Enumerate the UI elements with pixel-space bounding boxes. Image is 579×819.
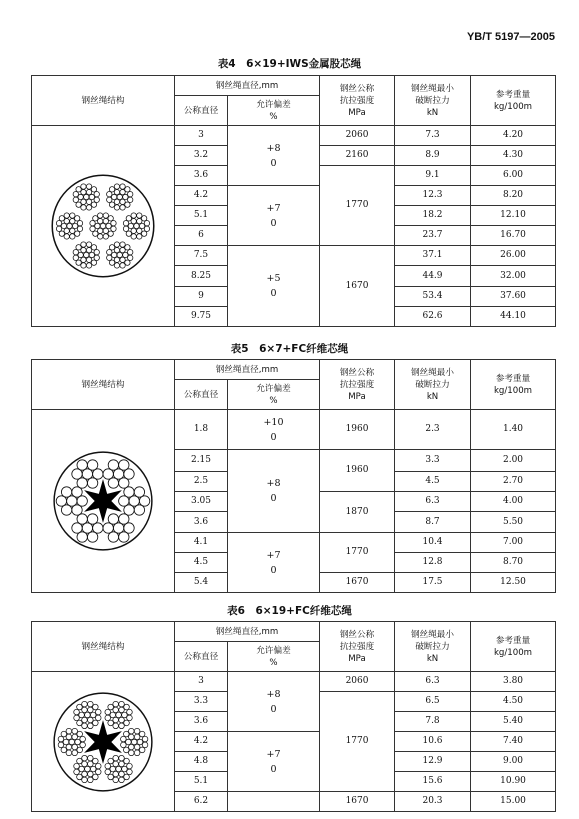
nominal-diameter-cell: 6 — [175, 226, 228, 246]
page-header: YB/T 5197—2005 — [466, 31, 555, 43]
reference-weight-cell: 15.00 — [471, 792, 556, 812]
reference-weight-cell: 16.70 — [471, 226, 556, 246]
breaking-force-cell: 15.6 — [395, 772, 471, 792]
tensile-strength-cell: 1770 — [320, 533, 395, 573]
breaking-force-cell: 2.3 — [395, 410, 471, 450]
strand — [73, 242, 99, 268]
nominal-diameter-cell: 5.4 — [175, 573, 228, 593]
reference-weight-cell: 5.50 — [471, 512, 556, 533]
nominal-diameter-cell: 4.2 — [175, 186, 228, 206]
header-nominal-diameter: 公称直径 — [175, 642, 228, 672]
breaking-force-cell: 44.9 — [395, 266, 471, 287]
breaking-force-cell: 10.4 — [395, 533, 471, 553]
reference-weight-cell: 44.10 — [471, 307, 556, 327]
nominal-diameter-cell: 3.6 — [175, 512, 228, 533]
reference-weight-cell: 5.40 — [471, 712, 556, 732]
nominal-diameter-cell: 3.05 — [175, 492, 228, 512]
tensile-strength-cell: 1960 — [320, 450, 395, 492]
header-diameter-group: 钢丝绳直径,mm — [175, 360, 320, 380]
reference-weight-cell: 3.80 — [471, 672, 556, 692]
strand — [107, 242, 133, 268]
strand — [73, 184, 99, 210]
tolerance-cell: +8 0 — [228, 126, 320, 186]
table-title: 表5 6×7+FC纤维芯绳 — [230, 343, 349, 355]
breaking-force-cell: 7.8 — [395, 712, 471, 732]
reference-weight-cell: 32.00 — [471, 266, 556, 287]
reference-weight-cell: 37.60 — [471, 287, 556, 307]
breaking-force-cell: 7.3 — [395, 126, 471, 146]
header-breaking-force: 钢丝绳最小 破断拉力 kN — [395, 76, 471, 126]
breaking-force-cell: 12.9 — [395, 752, 471, 772]
nominal-diameter-cell: 5.1 — [175, 772, 228, 792]
nominal-diameter-cell: 9.75 — [175, 307, 228, 327]
table-title: 表6 6×19+FC纤维芯绳 — [227, 605, 352, 617]
header-structure: 钢丝绳结构 — [32, 360, 175, 410]
strand — [107, 184, 133, 210]
tensile-strength-cell: 2060 — [320, 672, 395, 692]
breaking-force-cell: 62.6 — [395, 307, 471, 327]
header-reference-weight: 参考重量 kg/100m — [471, 360, 556, 410]
tolerance-cell: +7 0 — [228, 186, 320, 246]
tolerance-cell: +7 0 — [228, 533, 320, 593]
header-nominal-diameter: 公称直径 — [175, 96, 228, 126]
breaking-force-cell: 9.1 — [395, 166, 471, 186]
header-tensile-strength: 钢丝公称 抗拉强度 MPa — [320, 360, 395, 410]
breaking-force-cell: 53.4 — [395, 287, 471, 307]
nominal-diameter-cell: 3.3 — [175, 692, 228, 712]
nominal-diameter-cell: 3.6 — [175, 712, 228, 732]
breaking-force-cell: 6.3 — [395, 672, 471, 692]
reference-weight-cell: 4.20 — [471, 126, 556, 146]
reference-weight-cell: 2.70 — [471, 472, 556, 492]
strand — [123, 213, 149, 239]
nominal-diameter-cell: 6.2 — [175, 792, 228, 812]
header-reference-weight: 参考重量 kg/100m — [471, 622, 556, 672]
tolerance-cell: +7 0 — [228, 732, 320, 792]
rope-cross-section-icon — [51, 690, 155, 794]
strand — [56, 213, 82, 239]
table-title: 表4 6×19+IWS金属股芯绳 — [217, 58, 362, 70]
breaking-force-cell: 8.9 — [395, 146, 471, 166]
header-tolerance: 允许偏差 % — [228, 380, 320, 410]
breaking-force-cell: 20.3 — [395, 792, 471, 812]
reference-weight-cell: 8.20 — [471, 186, 556, 206]
breaking-force-cell: 37.1 — [395, 246, 471, 266]
reference-weight-cell: 8.70 — [471, 553, 556, 573]
nominal-diameter-cell: 4.1 — [175, 533, 228, 553]
tensile-strength-cell: 1670 — [320, 792, 395, 812]
rope-spec-table — [31, 621, 556, 812]
reference-weight-cell: 4.30 — [471, 146, 556, 166]
header-tolerance: 允许偏差 % — [228, 642, 320, 672]
reference-weight-cell: 12.10 — [471, 206, 556, 226]
rope-structure-cell — [32, 410, 175, 593]
breaking-force-cell: 23.7 — [395, 226, 471, 246]
header-nominal-diameter: 公称直径 — [175, 380, 228, 410]
breaking-force-cell: 3.3 — [395, 450, 471, 472]
nominal-diameter-cell: 3 — [175, 672, 228, 692]
tensile-strength-cell: 1770 — [320, 692, 395, 792]
header-structure: 钢丝绳结构 — [32, 76, 175, 126]
reference-weight-cell: 4.00 — [471, 492, 556, 512]
nominal-diameter-cell: 3.2 — [175, 146, 228, 166]
nominal-diameter-cell: 3 — [175, 126, 228, 146]
tensile-strength-cell: 1670 — [320, 573, 395, 593]
table-row — [32, 126, 556, 146]
reference-weight-cell: 4.50 — [471, 692, 556, 712]
rope-cross-section-icon — [51, 449, 155, 553]
tensile-strength-cell: 1960 — [320, 410, 395, 450]
header-reference-weight: 参考重量 kg/100m — [471, 76, 556, 126]
table-row — [32, 410, 556, 450]
reference-weight-cell: 1.40 — [471, 410, 556, 450]
reference-weight-cell: 9.00 — [471, 752, 556, 772]
nominal-diameter-cell: 4.8 — [175, 752, 228, 772]
table-row — [32, 672, 556, 692]
reference-weight-cell: 6.00 — [471, 166, 556, 186]
reference-weight-cell: 26.00 — [471, 246, 556, 266]
nominal-diameter-cell: 2.5 — [175, 472, 228, 492]
rope-spec-table — [31, 75, 556, 327]
breaking-force-cell: 6.5 — [395, 692, 471, 712]
breaking-force-cell: 12.3 — [395, 186, 471, 206]
header-diameter-group: 钢丝绳直径,mm — [175, 622, 320, 642]
nominal-diameter-cell: 3.6 — [175, 166, 228, 186]
tolerance-cell: +5 0 — [228, 246, 320, 327]
header-tensile-strength: 钢丝公称 抗拉强度 MPa — [320, 622, 395, 672]
reference-weight-cell: 2.00 — [471, 450, 556, 472]
breaking-force-cell: 4.5 — [395, 472, 471, 492]
header-breaking-force: 钢丝绳最小 破断拉力 kN — [395, 360, 471, 410]
reference-weight-cell: 12.50 — [471, 573, 556, 593]
header-diameter-group: 钢丝绳直径,mm — [175, 76, 320, 96]
reference-weight-cell: 7.40 — [471, 732, 556, 752]
tolerance-cell — [228, 792, 320, 812]
reference-weight-cell: 7.00 — [471, 533, 556, 553]
breaking-force-cell: 12.8 — [395, 553, 471, 573]
tensile-strength-cell: 2160 — [320, 146, 395, 166]
header-tolerance: 允许偏差 % — [228, 96, 320, 126]
nominal-diameter-cell: 9 — [175, 287, 228, 307]
nominal-diameter-cell: 1.8 — [175, 410, 228, 450]
strand — [90, 213, 116, 239]
tensile-strength-cell: 1670 — [320, 246, 395, 327]
nominal-diameter-cell: 4.5 — [175, 553, 228, 573]
header-breaking-force: 钢丝绳最小 破断拉力 kN — [395, 622, 471, 672]
nominal-diameter-cell: 2.15 — [175, 450, 228, 472]
breaking-force-cell: 8.7 — [395, 512, 471, 533]
nominal-diameter-cell: 8.25 — [175, 266, 228, 287]
header-tensile-strength: 钢丝公称 抗拉强度 MPa — [320, 76, 395, 126]
breaking-force-cell: 18.2 — [395, 206, 471, 226]
tensile-strength-cell: 1770 — [320, 166, 395, 246]
tensile-strength-cell: 2060 — [320, 126, 395, 146]
nominal-diameter-cell: 7.5 — [175, 246, 228, 266]
tolerance-cell: +8 0 — [228, 450, 320, 533]
breaking-force-cell: 6.3 — [395, 492, 471, 512]
rope-structure-cell — [32, 126, 175, 327]
nominal-diameter-cell: 4.2 — [175, 732, 228, 752]
tolerance-cell: +8 0 — [228, 672, 320, 732]
rope-structure-cell — [32, 672, 175, 812]
rope-spec-table — [31, 359, 556, 593]
tolerance-cell: +10 0 — [228, 410, 320, 450]
breaking-force-cell: 17.5 — [395, 573, 471, 593]
reference-weight-cell: 10.90 — [471, 772, 556, 792]
nominal-diameter-cell: 5.1 — [175, 206, 228, 226]
header-structure: 钢丝绳结构 — [32, 622, 175, 672]
tensile-strength-cell: 1870 — [320, 492, 395, 533]
rope-cross-section-icon — [49, 172, 157, 280]
breaking-force-cell: 10.6 — [395, 732, 471, 752]
